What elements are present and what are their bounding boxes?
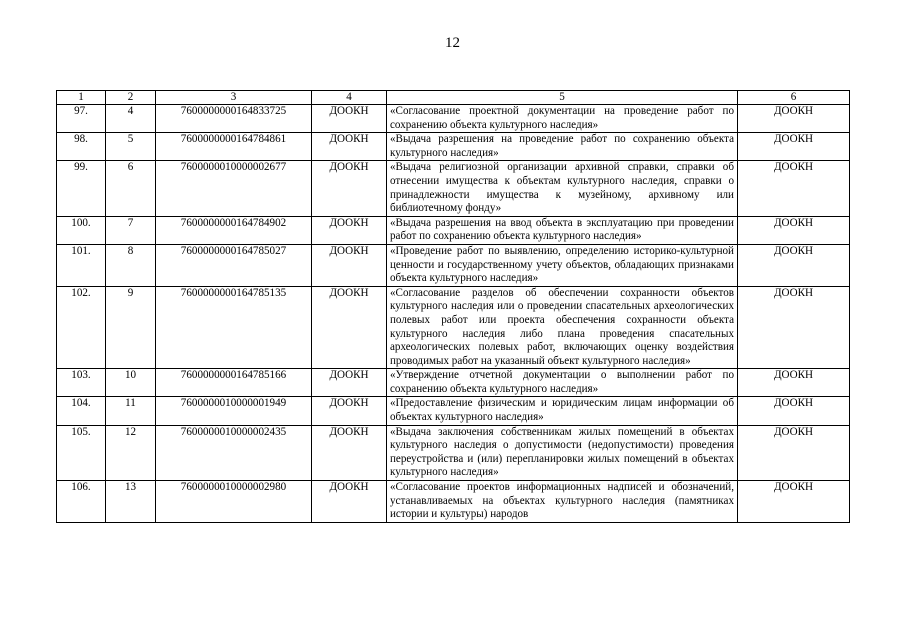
table-row (57, 369, 850, 397)
service-number-cell: 5 (106, 133, 156, 161)
responsible-cell: ДООКН (738, 244, 850, 286)
organization-cell: ДООКН (312, 369, 387, 397)
service-number-cell: 10 (106, 369, 156, 397)
service-code-cell: 7600000000164785166 (156, 369, 312, 397)
responsible-cell: ДООКН (738, 425, 850, 480)
organization-cell: ДООКН (312, 161, 387, 216)
header-cell-3: 3 (156, 91, 312, 105)
service-number-cell: 6 (106, 161, 156, 216)
row-index-cell: 103. (57, 369, 106, 397)
responsible-cell: ДООКН (738, 397, 850, 425)
row-index-cell: 97. (57, 105, 106, 133)
service-name-cell: «Выдача разрешения на проведение работ по сохранению объекта культурного наследия» (387, 133, 738, 161)
row-index-cell: 105. (57, 425, 106, 480)
row-index-cell: 106. (57, 481, 106, 523)
page-number: 12 (445, 35, 460, 51)
responsible-cell: ДООКН (738, 286, 850, 369)
service-name-cell: «Выдача разрешения на ввод объекта в эксплуатацию при проведении работ по сохранению объекта культурного наследия» (387, 216, 738, 244)
header-cell-2: 2 (106, 91, 156, 105)
organization-cell: ДООКН (312, 286, 387, 369)
table-row (57, 161, 850, 216)
table-row (57, 244, 850, 286)
responsible-cell: ДООКН (738, 161, 850, 216)
service-code-cell: 7600000010000002677 (156, 161, 312, 216)
organization-cell: ДООКН (312, 481, 387, 523)
service-number-cell: 11 (106, 397, 156, 425)
table-row (57, 105, 850, 133)
header-cell-5: 5 (387, 91, 738, 105)
service-code-cell: 7600000000164785135 (156, 286, 312, 369)
responsible-cell: ДООКН (738, 105, 850, 133)
header-cell-6: 6 (738, 91, 850, 105)
organization-cell: ДООКН (312, 133, 387, 161)
service-name-cell: «Проведение работ по выявлению, определению историко-культурной ценности и государственному учету объектов, обладающих признаками объекта культурного наследия» (387, 244, 738, 286)
organization-cell: ДООКН (312, 425, 387, 480)
responsible-cell: ДООКН (738, 216, 850, 244)
service-number-cell: 9 (106, 286, 156, 369)
service-name-cell: «Предоставление физическим и юридическим лицам информации об объектах культурного наследия» (387, 397, 738, 425)
table-row (57, 397, 850, 425)
table-row (57, 133, 850, 161)
service-name-cell: «Согласование разделов об обеспечении сохранности объектов культурного наследия или о проведении спасательных археологических полевых работ или проекта обеспечения сохранности объекта культурного наследия либо плана проведения спасательных археологических полевых работ, включающих оценку воздействия проводимых работ на указанный объект культурного наследия» (387, 286, 738, 369)
service-number-cell: 7 (106, 216, 156, 244)
service-number-cell: 8 (106, 244, 156, 286)
service-number-cell: 4 (106, 105, 156, 133)
service-number-cell: 13 (106, 481, 156, 523)
table-header-row (57, 91, 850, 105)
service-name-cell: «Утверждение отчетной документации о выполнении работ по сохранению объекта культурного наследия» (387, 369, 738, 397)
table-row (57, 286, 850, 369)
service-number-cell: 12 (106, 425, 156, 480)
table-row (57, 425, 850, 480)
service-code-cell: 7600000010000002980 (156, 481, 312, 523)
organization-cell: ДООКН (312, 397, 387, 425)
row-index-cell: 100. (57, 216, 106, 244)
row-index-cell: 101. (57, 244, 106, 286)
responsible-cell: ДООКН (738, 481, 850, 523)
row-index-cell: 98. (57, 133, 106, 161)
organization-cell: ДООКН (312, 244, 387, 286)
row-index-cell: 104. (57, 397, 106, 425)
service-code-cell: 7600000010000001949 (156, 397, 312, 425)
table-row (57, 216, 850, 244)
organization-cell: ДООКН (312, 105, 387, 133)
organization-cell: ДООКН (312, 216, 387, 244)
service-code-cell: 7600000000164833725 (156, 105, 312, 133)
header-cell-4: 4 (312, 91, 387, 105)
service-name-cell: «Согласование проектной документации на проведение работ по сохранению объекта культурного наследия» (387, 105, 738, 133)
service-name-cell: «Выдача религиозной организации архивной справки, справки об отнесении имущества к объектам культурного наследия, справки о принадлежности имущества к музейному, архивному или библиотечному фонду» (387, 161, 738, 216)
row-index-cell: 99. (57, 161, 106, 216)
service-name-cell: «Согласование проектов информационных надписей и обозначений, устанавливаемых на объектах культурного наследия (памятниках истории и культуры) народов (387, 481, 738, 523)
services-table (56, 90, 850, 523)
service-code-cell: 7600000000164785027 (156, 244, 312, 286)
row-index-cell: 102. (57, 286, 106, 369)
service-name-cell: «Выдача заключения собственникам жилых помещений в объектах культурного наследия о допустимости (недопустимости) проведения переустройства и (или) перепланировки жилых помещений в объектах культурного наследия» (387, 425, 738, 480)
responsible-cell: ДООКН (738, 369, 850, 397)
table-row (57, 481, 850, 523)
service-code-cell: 7600000000164784861 (156, 133, 312, 161)
service-code-cell: 7600000010000002435 (156, 425, 312, 480)
header-cell-1: 1 (57, 91, 106, 105)
service-code-cell: 7600000000164784902 (156, 216, 312, 244)
responsible-cell: ДООКН (738, 133, 850, 161)
